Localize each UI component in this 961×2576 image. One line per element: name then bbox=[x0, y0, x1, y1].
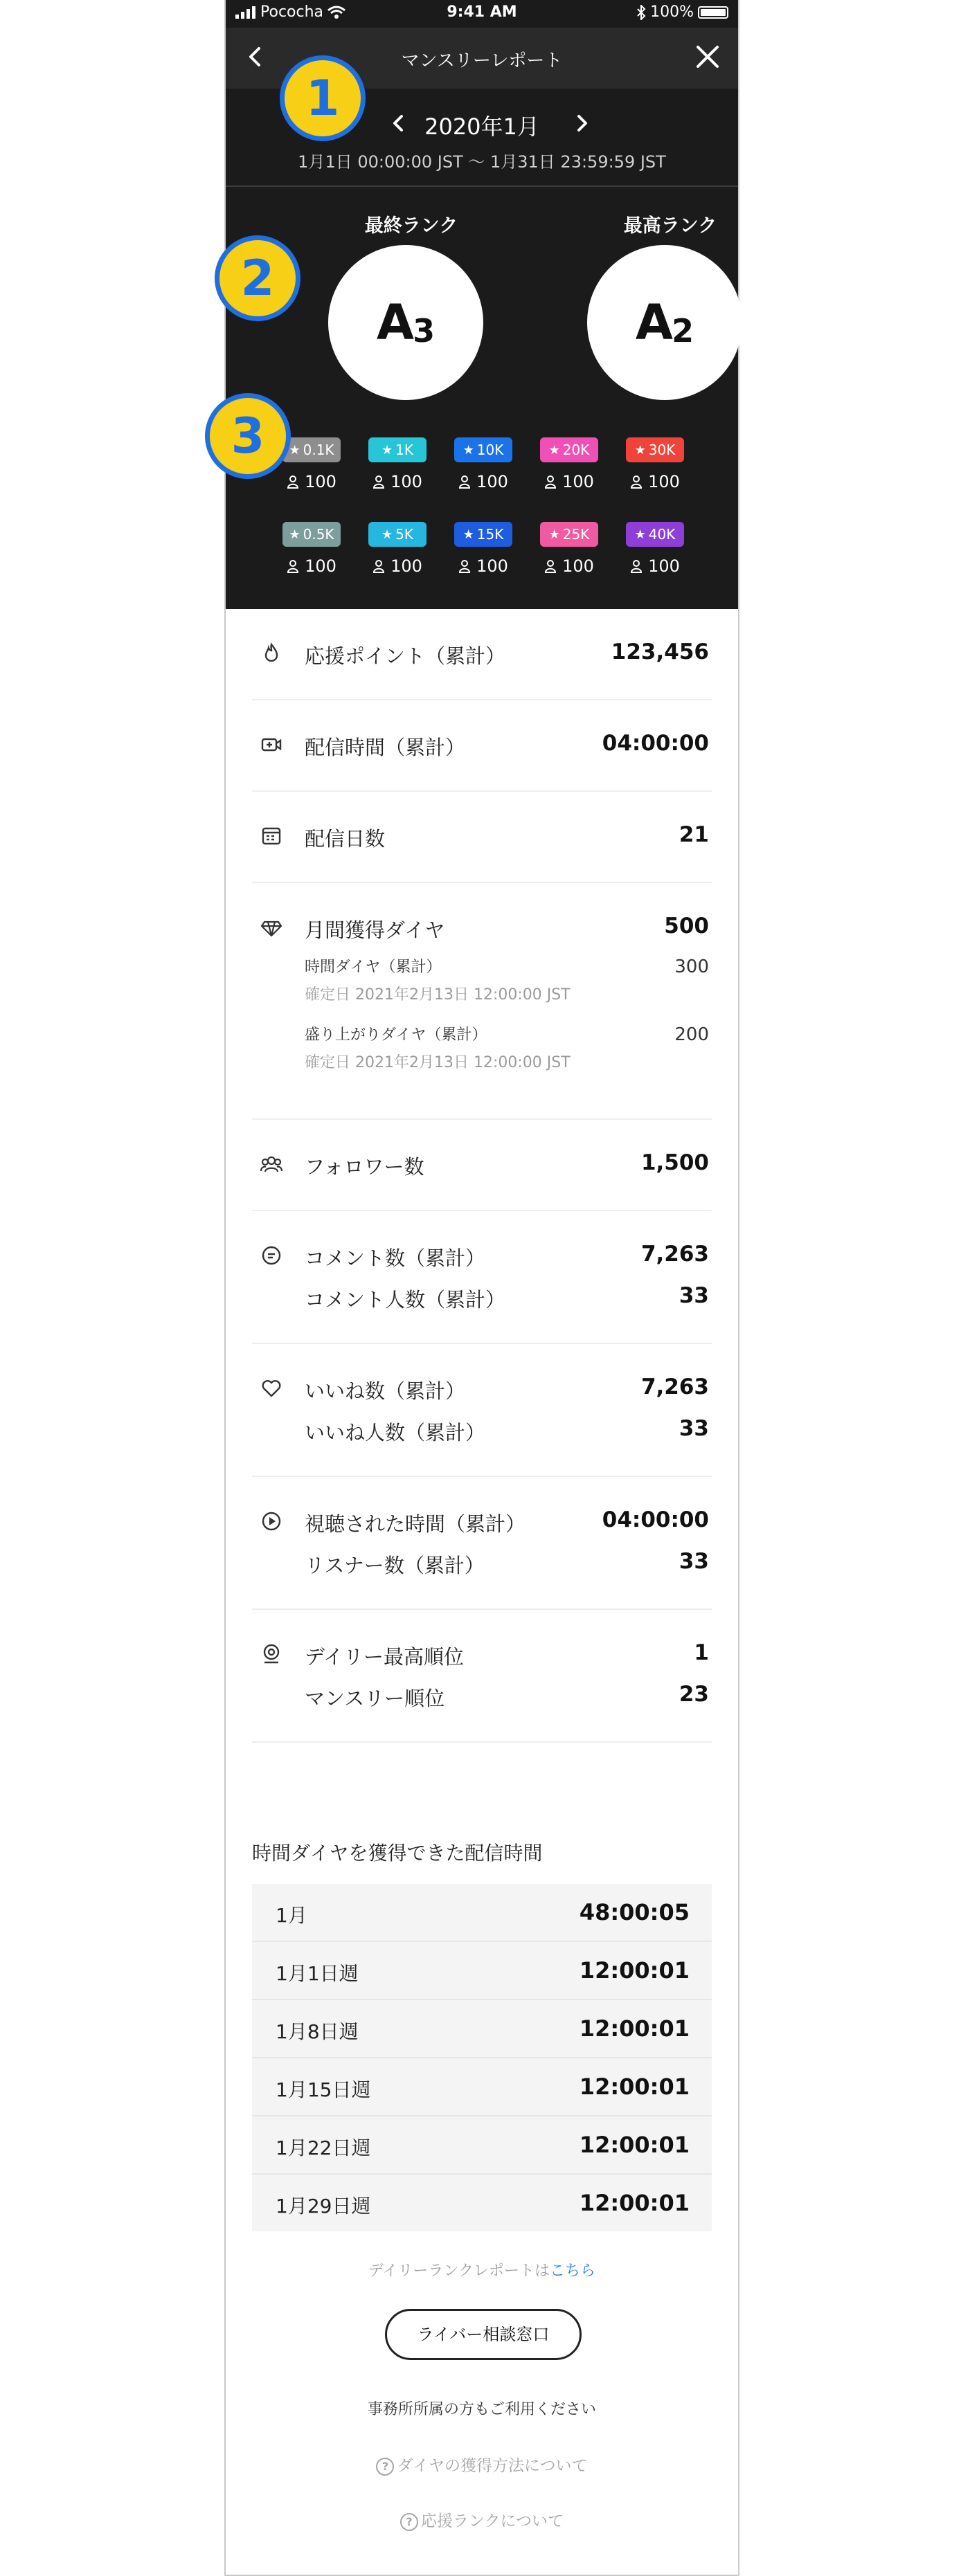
badge-count-value: 100 bbox=[476, 556, 508, 576]
person-icon bbox=[287, 475, 299, 489]
stat-stream-time bbox=[252, 700, 712, 792]
badge-label: 5K bbox=[395, 526, 413, 543]
badge-count bbox=[613, 556, 697, 576]
diamond-detail-time bbox=[252, 950, 712, 1017]
header-divider bbox=[226, 185, 738, 187]
badge-cell bbox=[528, 437, 604, 500]
period-label: 1月8日週 bbox=[276, 2020, 359, 2043]
annotation-marker-2: 2 bbox=[215, 235, 300, 321]
stat-value: 21 bbox=[679, 822, 709, 847]
stat-label: コメント人数（累計） bbox=[305, 1288, 506, 1312]
badge-count-value: 100 bbox=[476, 472, 508, 491]
stat-label: フォロワー数 bbox=[305, 1155, 424, 1179]
badge-count bbox=[613, 472, 697, 491]
badge-label: 0.5K bbox=[303, 526, 334, 543]
badge-cell bbox=[356, 522, 432, 584]
stat-label: 配信時間（累計） bbox=[305, 736, 466, 759]
stat-label: 月間獲得ダイヤ bbox=[305, 918, 445, 942]
liver-consultation-button[interactable]: ライバー相談窓口 bbox=[385, 2309, 582, 2360]
comment-icon bbox=[260, 1244, 282, 1267]
consultation-note: 事務所所属の方もご利用ください bbox=[367, 2401, 596, 2418]
support-badge bbox=[282, 437, 341, 462]
highest-rank-circle bbox=[587, 245, 742, 400]
stat-row bbox=[252, 905, 712, 947]
badge-count-value: 100 bbox=[648, 472, 680, 491]
stat-comments bbox=[252, 1211, 712, 1344]
status-right bbox=[636, 3, 728, 21]
badge-count-value: 100 bbox=[305, 472, 336, 491]
badge-label: 0.1K bbox=[303, 442, 334, 458]
battery-percent: 100% bbox=[650, 3, 694, 21]
close-icon[interactable] bbox=[692, 42, 723, 72]
phone-screen bbox=[224, 0, 739, 2576]
daily-report-link[interactable]: こちら bbox=[550, 2262, 596, 2280]
stat-value: 7,263 bbox=[640, 1242, 709, 1267]
stat-row bbox=[252, 1632, 712, 1674]
page-title: マンスリーレポート bbox=[401, 51, 563, 71]
stat-value: 33 bbox=[679, 1549, 709, 1574]
stat-row bbox=[252, 1499, 712, 1541]
rank-help-link[interactable] bbox=[226, 2508, 738, 2531]
period-label: 1月1日週 bbox=[276, 1962, 359, 1985]
badge-label: 30K bbox=[648, 442, 676, 458]
badge-count bbox=[528, 472, 611, 491]
person-icon bbox=[458, 475, 471, 489]
report-header bbox=[226, 0, 738, 609]
annotation-marker-3: 3 bbox=[205, 393, 291, 479]
stat-stream-days bbox=[252, 792, 712, 883]
followers-icon bbox=[260, 1153, 282, 1175]
badge-count bbox=[528, 556, 611, 576]
period-duration: 12:00:01 bbox=[579, 2190, 690, 2216]
stat-watch-time bbox=[252, 1477, 712, 1610]
badge-count bbox=[270, 556, 353, 576]
stat-value: 04:00:00 bbox=[602, 731, 709, 756]
period-label: 1月29日週 bbox=[276, 2195, 371, 2217]
table-row bbox=[252, 2058, 712, 2116]
stats-list bbox=[252, 609, 712, 1743]
stat-row bbox=[252, 631, 712, 673]
flame-icon bbox=[260, 642, 282, 664]
badge-cell bbox=[442, 522, 518, 584]
badge-count bbox=[442, 556, 525, 576]
stat-value: 7,263 bbox=[640, 1375, 709, 1399]
support-badge bbox=[368, 437, 426, 462]
detail-date: 確定日 2021年2月13日 12:00:00 JST bbox=[305, 1054, 571, 1071]
table-row bbox=[252, 2116, 712, 2175]
calendar-icon bbox=[260, 825, 282, 847]
diamond-icon bbox=[260, 916, 282, 938]
stat-label: 視聴された時間（累計） bbox=[305, 1512, 526, 1536]
period-duration: 12:00:01 bbox=[579, 2132, 690, 2158]
table-row bbox=[252, 2175, 712, 2231]
person-icon bbox=[372, 559, 385, 573]
badge-count-value: 100 bbox=[562, 556, 594, 576]
star-icon: ★ bbox=[289, 527, 300, 542]
stat-value: 1 bbox=[694, 1640, 709, 1665]
stat-row bbox=[252, 814, 712, 855]
detail-value: 200 bbox=[674, 1024, 709, 1045]
stat-value: 33 bbox=[679, 1416, 709, 1441]
support-badge bbox=[454, 437, 512, 462]
annotation-marker-1: 1 bbox=[280, 55, 366, 141]
period-duration: 12:00:01 bbox=[579, 1957, 690, 1984]
stat-label: 配信日数 bbox=[305, 827, 386, 851]
badge-count-value: 100 bbox=[305, 556, 336, 576]
person-icon bbox=[630, 475, 643, 489]
diamond-help-text: ダイヤの獲得方法について bbox=[397, 2457, 588, 2475]
detail-value: 300 bbox=[674, 956, 709, 977]
stat-support-points bbox=[252, 609, 712, 700]
rank-help-text: 応援ランクについて bbox=[420, 2512, 564, 2530]
star-icon: ★ bbox=[381, 442, 393, 457]
period-duration: 12:00:01 bbox=[579, 2074, 690, 2100]
period-label: 1月15日週 bbox=[276, 2078, 371, 2101]
star-icon: ★ bbox=[381, 527, 393, 542]
period-range: 1月1日 00:00:00 JST 〜 1月31日 23:59:59 JST bbox=[298, 152, 666, 172]
badge-count bbox=[270, 472, 353, 491]
star-icon: ★ bbox=[462, 527, 474, 542]
stat-row bbox=[252, 1275, 712, 1316]
star-icon: ★ bbox=[289, 442, 300, 457]
stat-value: 04:00:00 bbox=[602, 1507, 709, 1532]
person-icon bbox=[458, 559, 471, 573]
person-icon bbox=[372, 475, 385, 489]
star-icon: ★ bbox=[548, 527, 560, 542]
medal-icon bbox=[260, 1643, 282, 1665]
video-camera-icon bbox=[260, 734, 282, 756]
badge-count-value: 100 bbox=[648, 556, 680, 576]
stat-monthly-diamonds bbox=[252, 883, 712, 1120]
diamond-time-table bbox=[252, 1884, 712, 2231]
person-icon bbox=[544, 475, 557, 489]
badge-count-value: 100 bbox=[390, 556, 422, 576]
stat-value: 23 bbox=[679, 1682, 709, 1707]
stat-value: 1,500 bbox=[640, 1150, 709, 1175]
status-time: 9:41 AM bbox=[447, 3, 517, 21]
question-icon: ? bbox=[376, 2458, 394, 2476]
stat-likes bbox=[252, 1344, 712, 1477]
badge-count-value: 100 bbox=[562, 472, 594, 491]
highest-rank-label: 最高ランク bbox=[623, 215, 717, 237]
stat-row bbox=[252, 1233, 712, 1275]
support-badge bbox=[540, 522, 598, 547]
stat-label: いいね数（累計） bbox=[305, 1379, 466, 1403]
detail-date: 確定日 2021年2月13日 12:00:00 JST bbox=[305, 986, 571, 1004]
star-icon: ★ bbox=[634, 527, 646, 542]
support-badge bbox=[540, 437, 598, 462]
person-icon bbox=[287, 559, 299, 573]
bluetooth-icon bbox=[636, 5, 646, 20]
period-label: 1月 bbox=[276, 1904, 307, 1927]
stat-value: 500 bbox=[664, 914, 709, 938]
stat-value: 123,456 bbox=[611, 640, 709, 664]
diamond-time-title: 時間ダイヤを獲得できた配信時間 bbox=[252, 1842, 543, 1865]
stat-label: デイリー最高順位 bbox=[305, 1645, 464, 1669]
stat-label: コメント数（累計） bbox=[305, 1246, 486, 1270]
stat-label: いいね人数（累計） bbox=[305, 1421, 486, 1444]
stat-row bbox=[252, 1541, 712, 1582]
badge-cell bbox=[356, 437, 432, 500]
stat-value: 33 bbox=[679, 1283, 709, 1308]
badge-label: 10K bbox=[476, 442, 504, 458]
carrier-name: Pococha bbox=[260, 3, 324, 21]
battery-icon bbox=[698, 6, 728, 19]
support-badge bbox=[454, 522, 512, 547]
support-badge bbox=[282, 522, 341, 547]
star-icon: ★ bbox=[548, 442, 560, 457]
table-row bbox=[252, 1942, 712, 2000]
daily-report-notice bbox=[226, 2259, 738, 2280]
support-badge bbox=[626, 437, 684, 462]
final-rank-level: 3 bbox=[413, 312, 435, 350]
status-bar bbox=[226, 0, 738, 28]
stat-row bbox=[252, 1674, 712, 1715]
final-rank-label: 最終ランク bbox=[364, 215, 458, 237]
badge-cell bbox=[613, 522, 690, 584]
diamond-help-link[interactable] bbox=[226, 2453, 738, 2476]
star-icon: ★ bbox=[634, 442, 646, 457]
final-rank-letter: A bbox=[376, 294, 413, 351]
badge-label: 40K bbox=[648, 526, 676, 543]
table-row bbox=[252, 1884, 712, 1942]
person-icon bbox=[630, 559, 643, 573]
badge-count-value: 100 bbox=[390, 472, 422, 491]
stat-row bbox=[252, 723, 712, 764]
highest-rank-letter: A bbox=[635, 294, 672, 351]
daily-report-text: デイリーランクレポートは bbox=[368, 2262, 550, 2280]
badge-cell bbox=[270, 522, 346, 584]
detail-label: 時間ダイヤ（累計） bbox=[305, 959, 442, 976]
badge-cell bbox=[442, 437, 518, 500]
badge-cell bbox=[613, 437, 690, 500]
badge-label: 25K bbox=[562, 526, 590, 543]
badge-count bbox=[442, 472, 525, 491]
star-icon: ★ bbox=[462, 442, 474, 457]
final-rank-circle bbox=[328, 245, 483, 400]
stat-row bbox=[252, 1366, 712, 1408]
support-badge bbox=[368, 522, 426, 547]
stat-label: リスナー数（累計） bbox=[305, 1554, 485, 1577]
stat-followers bbox=[252, 1120, 712, 1211]
diamond-detail-excitement bbox=[252, 1017, 712, 1085]
play-icon bbox=[260, 1510, 282, 1532]
stat-label: マンスリー順位 bbox=[305, 1687, 445, 1710]
period-duration: 48:00:05 bbox=[579, 1899, 690, 1925]
stat-label: 応援ポイント（累計） bbox=[305, 644, 506, 668]
badge-count bbox=[356, 556, 439, 576]
stat-row bbox=[252, 1408, 712, 1449]
badge-label: 15K bbox=[476, 526, 504, 543]
badge-cell bbox=[528, 522, 604, 584]
period-duration: 12:00:01 bbox=[579, 2015, 690, 2042]
badge-label: 20K bbox=[562, 442, 590, 458]
table-row bbox=[252, 2000, 712, 2058]
detail-label: 盛り上がりダイヤ（累計） bbox=[305, 1026, 487, 1044]
person-icon bbox=[544, 559, 557, 573]
badge-count bbox=[356, 472, 439, 491]
heart-icon bbox=[260, 1377, 282, 1399]
next-month-icon[interactable] bbox=[569, 111, 594, 136]
stat-row bbox=[252, 1142, 712, 1183]
highest-rank-level: 2 bbox=[672, 312, 694, 350]
badge-label: 1K bbox=[395, 442, 413, 458]
support-badge bbox=[626, 522, 684, 547]
month-label: 2020年1月 bbox=[424, 114, 539, 140]
stat-ranking bbox=[252, 1610, 712, 1743]
question-icon: ? bbox=[400, 2513, 418, 2531]
period-label: 1月22日週 bbox=[276, 2137, 371, 2159]
